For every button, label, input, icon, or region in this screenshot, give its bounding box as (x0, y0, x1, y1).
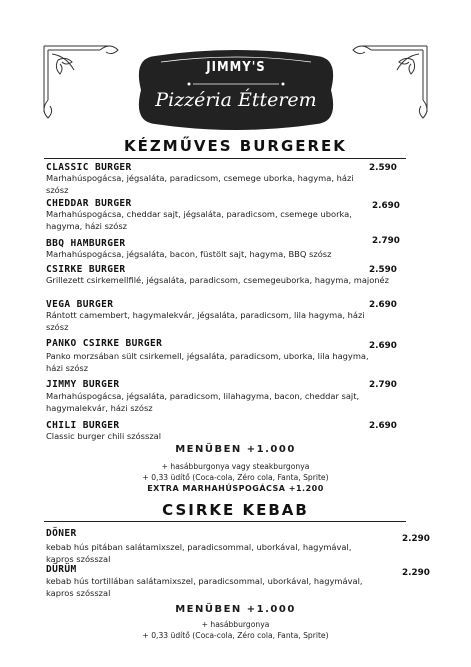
section-divider (44, 521, 406, 522)
item-price: 2.690 (369, 300, 397, 310)
item-price: 2.290 (402, 568, 430, 578)
logo-name: JIMMY'S (206, 60, 266, 75)
item-description: kebab hús pitában salátamixszel, paradicsommal, uborkával, hagymával, kapros szósszal (46, 542, 352, 564)
menu-upgrade-drink: + 0,33 üdítő (Coca-cola, Zéro cola, Fanta, Sprite) (142, 473, 329, 482)
item-price: 2.590 (369, 163, 397, 173)
restaurant-logo (133, 50, 339, 130)
item-price: 2.790 (369, 380, 397, 390)
item-name: CHEDDAR BURGER (46, 198, 132, 209)
item-name: CLASSIC BURGER (46, 162, 132, 173)
item-name: PANKO CSIRKE BURGER (46, 338, 163, 349)
item-name: VEGA BURGER (46, 299, 114, 310)
item-description: Classic burger chili szósszal (46, 431, 162, 441)
item-price: 2.690 (369, 341, 397, 351)
extra-patty-offer: EXTRA MARHAHÚSPOGÁCSA +1.200 (147, 484, 324, 493)
menu-upgrade-heading: MENÜBEN +1.000 (175, 604, 296, 615)
item-price: 2.690 (372, 201, 400, 211)
item-price: 2.690 (369, 421, 397, 431)
item-name: BBQ HAMBURGER (46, 238, 126, 249)
item-name: CHILI BURGER (46, 420, 120, 431)
item-description: Marhahúspogácsa, jégsaláta, paradicsom, lilahagyma, bacon, cheddar sajt, hagymalekvár, házi szósz (46, 391, 360, 413)
menu-upgrade-side: + hasábburgonya vagy steakburgonya (161, 462, 310, 471)
item-description: Marhahúspogácsa, jégsaláta, paradicsom, csemege uborka, hagyma, házi szósz (46, 173, 354, 195)
item-name: DÖNER (46, 528, 77, 539)
item-name: JIMMY BURGER (46, 379, 120, 390)
item-name: DÜRÜM (46, 564, 77, 575)
item-description: Marhahúspogácsa, jégsaláta, bacon, füstölt sajt, hagyma, BBQ szósz (46, 249, 332, 259)
section-title-burgers: KÉZMŰVES BURGEREK (124, 137, 347, 155)
item-description: Marhahúspogácsa, cheddar sajt, jégsaláta, paradicsom, csemege uborka, hagyma, házi szósz (46, 209, 352, 231)
item-description: Panko morzsában sült csirkemell, jégsaláta, paradicsom, uborka, lila hagyma, házi szósz (46, 351, 369, 373)
item-price: 2.290 (402, 534, 430, 544)
item-price: 2.790 (372, 236, 400, 246)
logo-tagline: Pizzéria Étterem (155, 89, 317, 111)
menu-upgrade-side: + hasábburgonya (201, 620, 270, 629)
item-name: CSIRKE BURGER (46, 264, 126, 275)
section-title-kebab: CSIRKE KEBAB (162, 501, 309, 519)
section-divider (44, 158, 406, 159)
menu-upgrade-drink: + 0,33 üdítő (Coca-cola, Zéro cola, Fanta, Sprite) (142, 631, 329, 640)
item-price: 2.590 (369, 265, 397, 275)
menu-upgrade-heading: MENÜBEN +1.000 (175, 444, 296, 455)
item-description: kebab hús tortillában salátamixszel, paradicsommal, uborkával, hagymával, kapros szósszal (46, 576, 363, 598)
item-description: Rántott camembert, hagymalekvár, jégsaláta, paradicsom, lila hagyma, házi szósz (46, 310, 365, 332)
item-description: Grillezett csirkemellfilé, jégsaláta, paradicsom, csemegeuborka, hagyma, majonéz (46, 275, 390, 285)
